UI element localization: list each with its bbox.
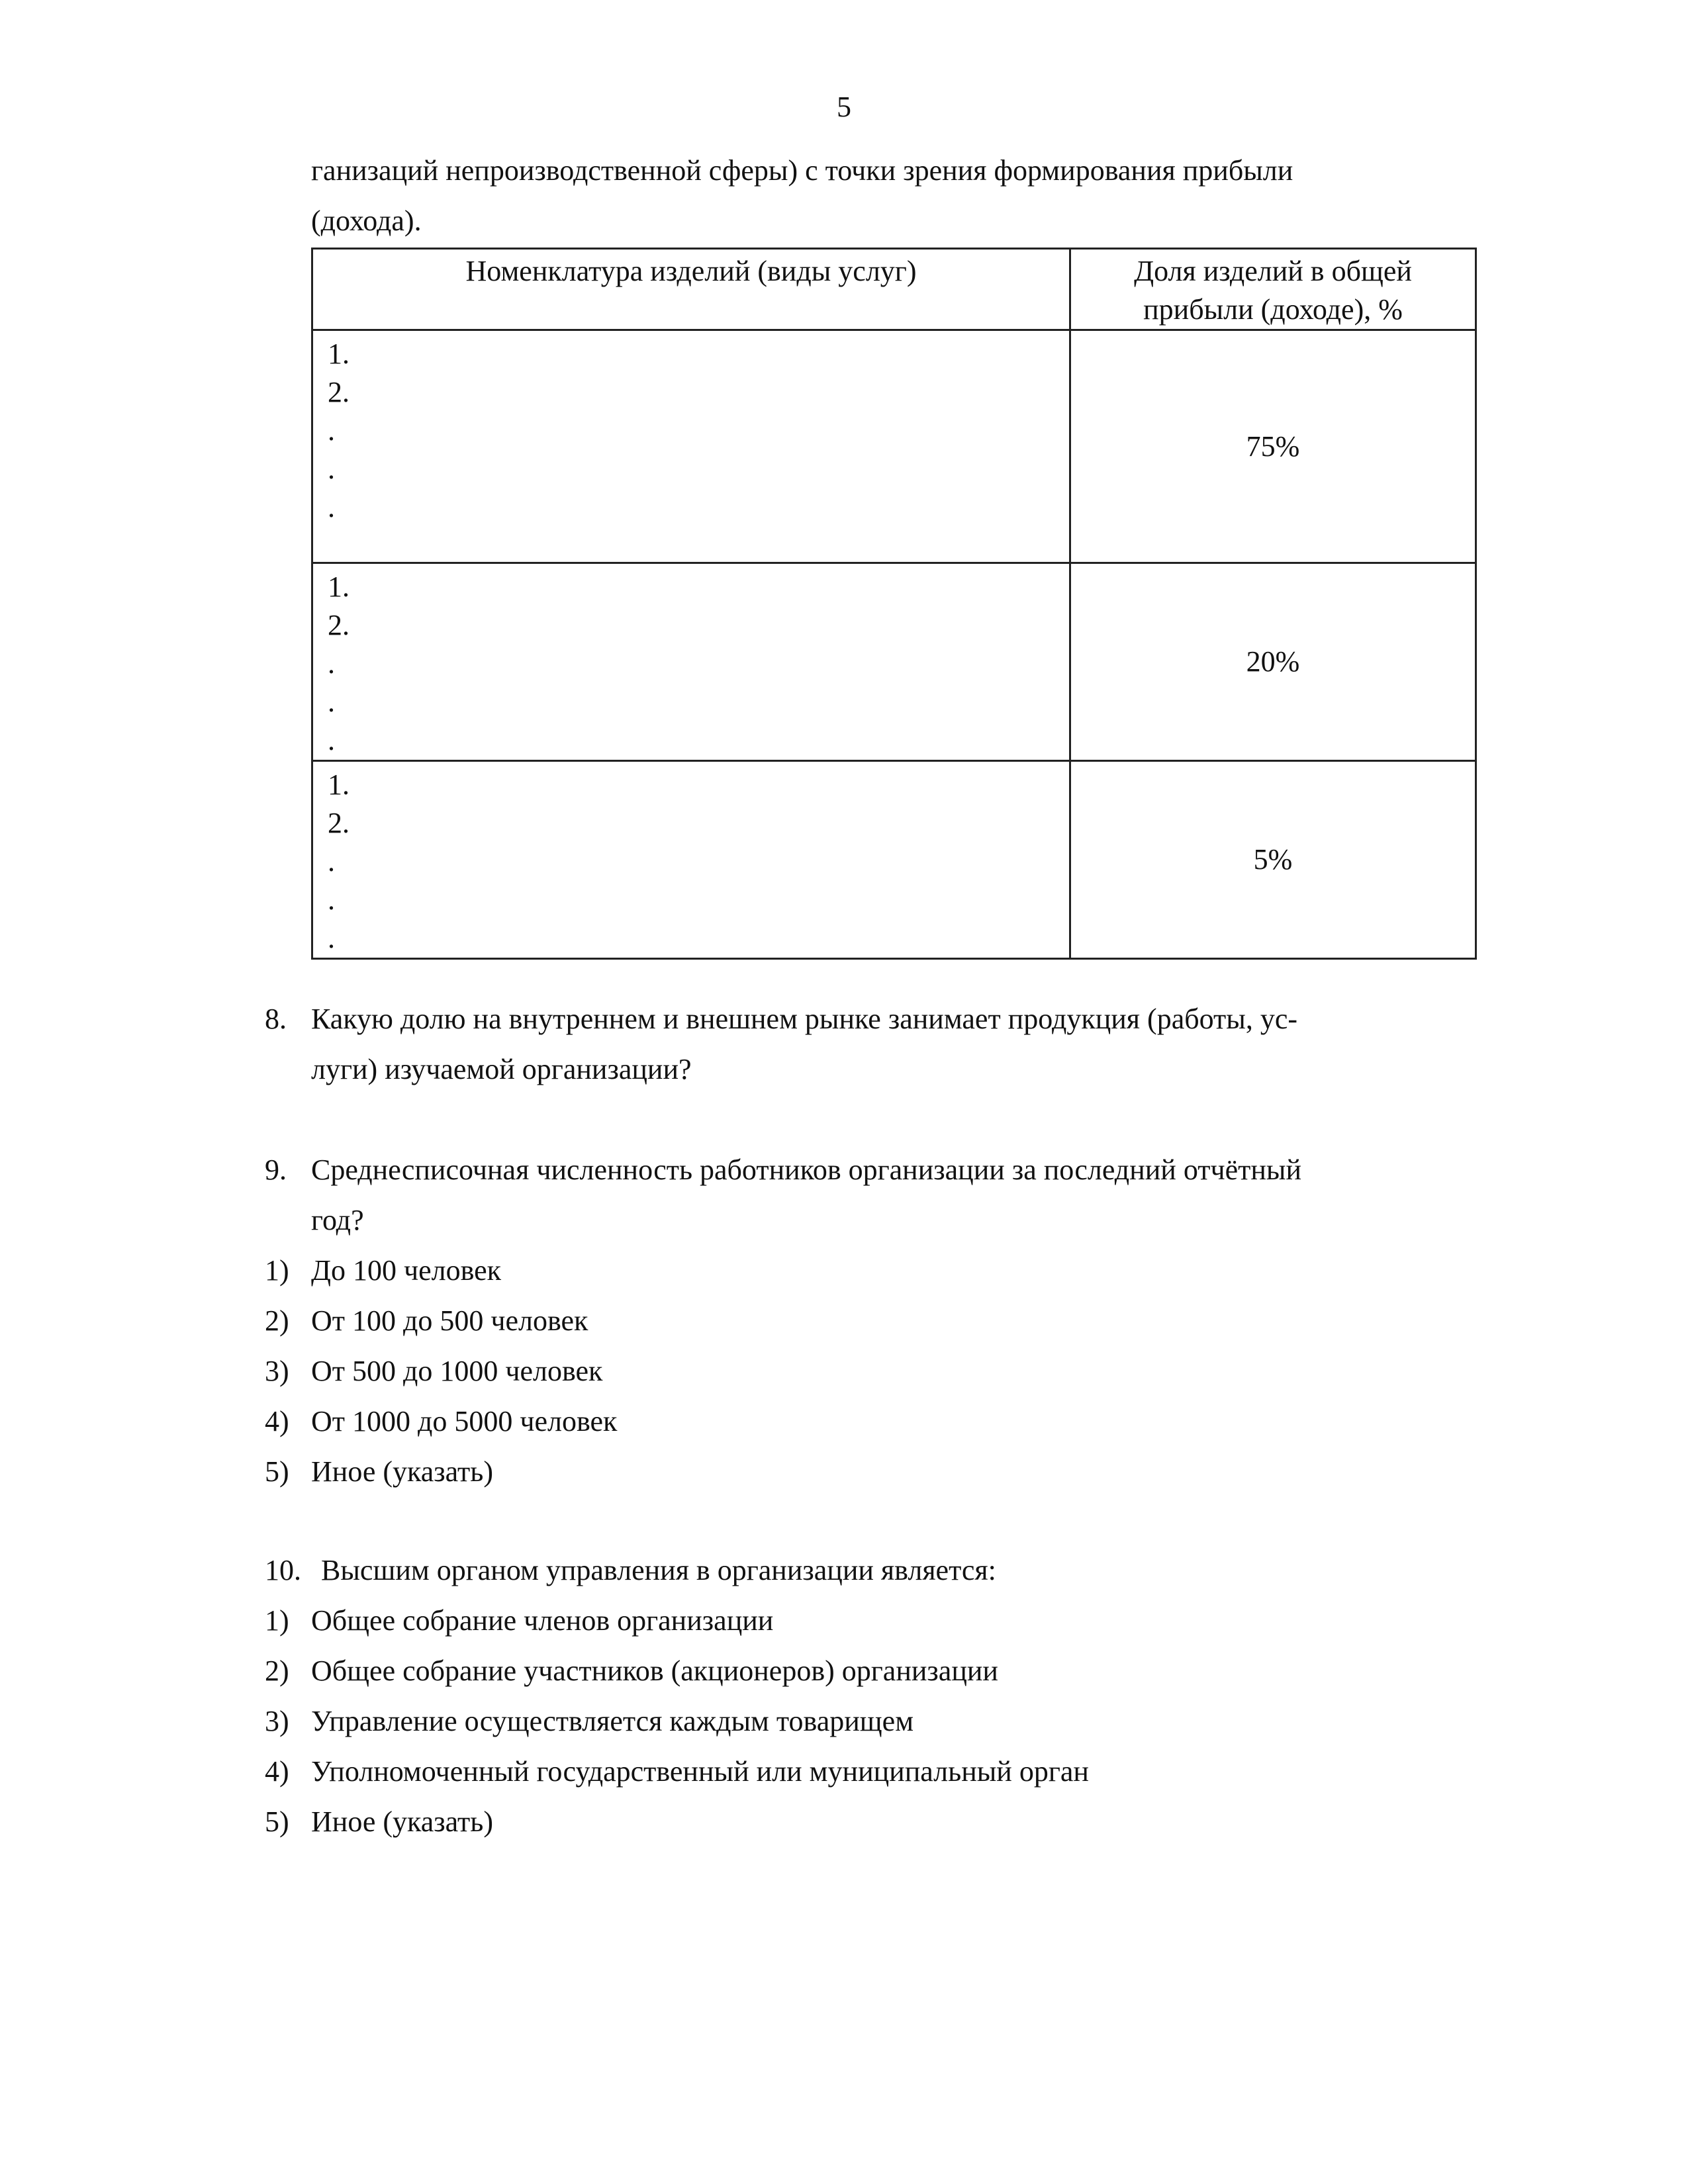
option-number: 3) [265,1705,289,1737]
option-number: 4) [265,1405,289,1437]
item-marker: . [328,414,335,447]
question-10 [265,1545,1476,1847]
items-cell [312,761,1070,959]
option-text: Управление осуществляется каждым товарищем [311,1705,914,1737]
item-marker: . [328,922,335,954]
table-row [312,563,1476,761]
question-number: 9. [265,1154,287,1186]
option-text: От 1000 до 5000 человек [311,1405,618,1437]
option-number: 2) [265,1304,289,1337]
answer-option [265,1296,1476,1346]
option-number: 4) [265,1755,289,1788]
item-marker: . [328,491,335,523]
item-marker: . [328,453,335,485]
question-number: 8. [265,1003,287,1035]
option-number: 2) [265,1655,289,1687]
option-text: Общее собрание членов организации [311,1604,774,1637]
option-text: От 100 до 500 человек [311,1304,588,1337]
answer-option [265,1246,1476,1296]
header-share-line-2: прибыли (доходе), % [1143,293,1403,326]
answer-option [265,1747,1476,1797]
option-text: Общее собрание участников (акционеров) организации [311,1655,998,1687]
item-marker: 1. [328,338,350,370]
question-text-line-2: луги) изучаемой организации? [311,1053,692,1085]
answer-option [265,1396,1476,1447]
items-cell [312,330,1070,563]
intro-line-2: (дохода). [311,205,422,237]
option-text: Иное (указать) [311,1805,493,1838]
question-text-line-1: Какую долю на внутреннем и внешнем рынке занимает продукция (работы, ус- [311,1003,1298,1035]
intro-line-1: ганизаций непроизводственной сферы) с точки зрения формирования прибыли [311,154,1293,187]
answer-option [265,1346,1476,1396]
question-9 [265,1145,1476,1497]
option-number: 1) [265,1254,289,1287]
table-row [312,761,1476,959]
answer-option [265,1797,1476,1847]
items-cell [312,563,1070,761]
page-number: 5 [837,91,851,123]
item-marker: 1. [328,570,350,603]
header-share [1070,249,1476,330]
option-text: Иное (указать) [311,1455,493,1488]
question-text-line-2: год? [311,1204,364,1236]
option-text: От 500 до 1000 человек [311,1355,603,1387]
question-text-line-1: Среднесписочная численность работников организации за последний отчётный [311,1154,1302,1186]
option-number: 3) [265,1355,289,1387]
table-header-row [312,249,1476,330]
answer-option [265,1447,1476,1497]
header-nomenclature: Номенклатура изделий (виды услуг) [312,249,1070,330]
share-cell: 5% [1070,761,1476,959]
question-text: Высшим органом управления в организации является: [321,1554,996,1586]
question-8 [265,994,1476,1095]
answer-option [265,1646,1476,1696]
item-marker: 2. [328,807,350,839]
share-cell: 75% [1070,330,1476,563]
question-number: 10. [265,1554,301,1586]
answer-option [265,1596,1476,1646]
table-row [312,330,1476,563]
item-marker: . [328,724,335,756]
item-marker: . [328,845,335,878]
answer-option [265,1696,1476,1747]
option-number: 1) [265,1604,289,1637]
option-number: 5) [265,1455,289,1488]
item-marker: 1. [328,768,350,801]
header-share-line-1: Доля изделий в общей [1134,255,1412,287]
item-marker: 2. [328,609,350,641]
profit-share-table [311,248,1477,960]
share-cell: 20% [1070,563,1476,761]
option-text: Уполномоченный государственный или муниципальный орган [311,1755,1089,1788]
item-marker: 2. [328,376,350,408]
option-number: 5) [265,1805,289,1838]
intro-paragraph [311,146,1476,246]
item-marker: . [328,884,335,916]
option-text: До 100 человек [311,1254,502,1287]
item-marker: . [328,647,335,680]
item-marker: . [328,686,335,718]
